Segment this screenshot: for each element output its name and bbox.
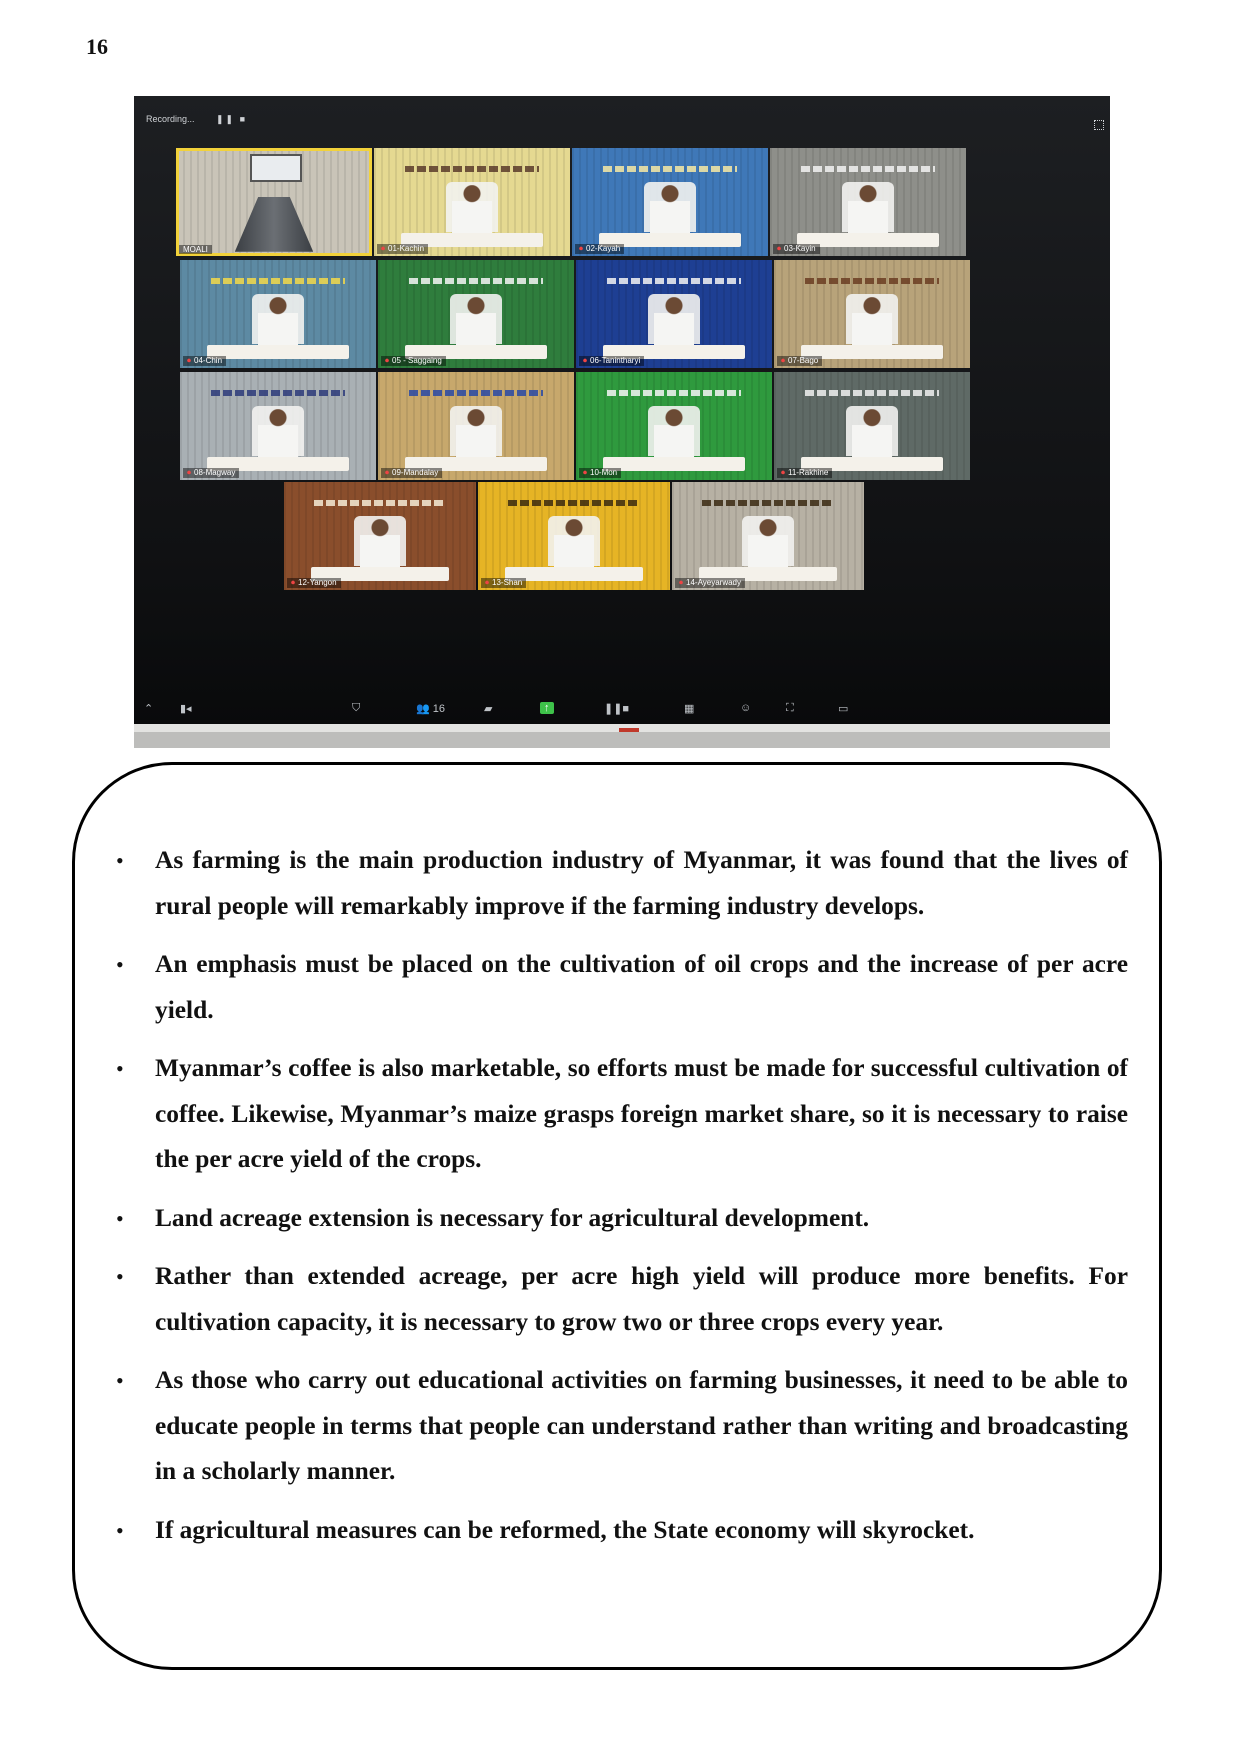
- meeting-toolbar: [134, 700, 1110, 722]
- video-tile: [176, 148, 372, 256]
- participant: [852, 297, 892, 351]
- tile-label-text: 12-Yangon: [298, 578, 337, 587]
- video-tile: [374, 148, 570, 256]
- list-item: • Land acreage extension is necessary for agricultural development.: [116, 1196, 1128, 1242]
- more-icon: ▭: [838, 703, 849, 715]
- microphone-muted-icon: ⏺: [781, 356, 785, 365]
- participant: [456, 409, 496, 463]
- tile-label: [381, 356, 446, 366]
- list-item: • As farming is the main production industry of Myanmar, it was found that the lives of rural people will remarkably improve if the farming industry develops.: [116, 838, 1128, 929]
- tile-label: [675, 578, 745, 588]
- microphone-muted-icon: ⏺: [679, 578, 683, 587]
- chat-icon: ▰: [484, 703, 493, 715]
- page-number: 16: [86, 34, 108, 59]
- list-item: • Rather than extended acreage, per acre high yield will produce more benefits. For cultivation capacity, it is necessary to grow two or three crops every year.: [116, 1254, 1128, 1345]
- participant: [456, 297, 496, 351]
- department-sign: [691, 491, 845, 515]
- tile-label: [777, 468, 832, 478]
- tile-label-text: 11-Rakhine: [788, 468, 829, 477]
- tile-label: [481, 578, 526, 588]
- video-tile: [378, 260, 574, 368]
- microphone-muted-icon: ⏺: [385, 468, 389, 477]
- tile-label-text: 09-Mandalay: [392, 468, 439, 477]
- department-sign: [398, 269, 555, 293]
- participant: [848, 185, 888, 239]
- tile-label-text: 08-Magway: [194, 468, 236, 477]
- participant: [452, 185, 492, 239]
- conference-table: [235, 197, 313, 252]
- share-screen-icon: ↑: [540, 702, 554, 714]
- video-tile: [672, 482, 864, 590]
- list-item: • As those who carry out educational activities on farming businesses, it need to be able to educate people in terms that people can understand rather than writing and broadcasting in a scholarly manner.: [116, 1358, 1128, 1495]
- desk: [801, 345, 942, 359]
- monitor-led: [619, 728, 639, 732]
- participant: [654, 297, 694, 351]
- recording-controls: ❚❚ ■: [216, 114, 248, 124]
- video-tile: [576, 260, 772, 368]
- list-item: • Myanmar’s coffee is also marketable, so efforts must be made for successful cultivation of coffee. Likewise, Myanmar’s maize grasps foreign market share, so it is necessary to raise the per acre yield of the crops.: [116, 1046, 1128, 1183]
- participant: [748, 519, 788, 573]
- microphone-muted-icon: ⏺: [579, 244, 583, 253]
- tile-label: [575, 244, 624, 254]
- video-tile: [180, 260, 376, 368]
- fullscreen-icon: ⛶: [786, 702, 794, 714]
- tile-label-text: 01-Kachin: [388, 244, 425, 253]
- tile-label-text: 13-Shan: [492, 578, 523, 587]
- tile-label-text: 06-Tanintharyi: [590, 356, 641, 365]
- video-tile: [180, 372, 376, 480]
- tile-label: [579, 356, 644, 366]
- microphone-muted-icon: ⏺: [781, 468, 785, 477]
- video-conference-photo: [134, 96, 1110, 748]
- tile-label-text: 02-Kayah: [586, 244, 621, 253]
- department-sign: [592, 157, 749, 181]
- tile-label: [183, 356, 226, 366]
- department-sign: [794, 269, 951, 293]
- participant: [650, 185, 690, 239]
- video-tile: [576, 372, 772, 480]
- tile-label: [777, 356, 822, 366]
- microphone-muted-icon: ⏺: [777, 244, 781, 253]
- department-sign: [398, 381, 555, 405]
- summary-bullet-list: [116, 838, 1128, 1566]
- microphone-muted-icon: ⏺: [583, 468, 587, 477]
- department-sign: [394, 157, 551, 181]
- microphone-muted-icon: ⏺: [381, 244, 385, 253]
- apps-icon: ▦: [684, 703, 695, 715]
- department-sign: [790, 157, 947, 181]
- video-camera-icon: ▮◂: [180, 703, 192, 715]
- tile-label-text: 04-Chin: [194, 356, 223, 365]
- microphone-muted-icon: ⏺: [291, 578, 295, 587]
- participants-icon: 👥 16: [416, 703, 446, 715]
- recording-indicator: Recording...: [146, 114, 195, 124]
- video-tile: [572, 148, 768, 256]
- department-sign: [200, 269, 357, 293]
- tile-label: [381, 468, 442, 478]
- department-sign: [497, 491, 651, 515]
- tile-label: [773, 244, 820, 254]
- department-sign: [200, 381, 357, 405]
- department-sign: [794, 381, 951, 405]
- video-tile: [770, 148, 966, 256]
- tile-label-text: 07-Bago: [788, 356, 819, 365]
- department-sign: [303, 491, 457, 515]
- participant: [654, 409, 694, 463]
- participant: [258, 297, 298, 351]
- list-item: • An emphasis must be placed on the cultivation of oil crops and the increase of per acre yield.: [116, 942, 1128, 1033]
- tile-label: [179, 245, 212, 254]
- tile-label-text: 03-Kayin: [784, 244, 816, 253]
- chevron-up-icon: ⌃: [144, 703, 154, 715]
- desk: [603, 457, 744, 471]
- pause-recording-icon: ❚❚■: [604, 703, 630, 715]
- department-sign: [596, 381, 753, 405]
- tile-label-text: MOALI: [183, 245, 208, 254]
- department-sign: [596, 269, 753, 293]
- participants-count: 16: [432, 703, 446, 715]
- video-tile: [774, 372, 970, 480]
- video-tile: [378, 372, 574, 480]
- view-grid-icon: [1094, 120, 1104, 130]
- participant: [360, 519, 400, 573]
- list-item: • If agricultural measures can be reformed, the State economy will skyrocket.: [116, 1508, 1128, 1554]
- microphone-muted-icon: ⏺: [385, 356, 389, 365]
- participant: [852, 409, 892, 463]
- participant: [554, 519, 594, 573]
- microphone-muted-icon: ⏺: [583, 356, 587, 365]
- video-tile: [284, 482, 476, 590]
- microphone-muted-icon: ⏺: [187, 356, 191, 365]
- tile-label: [377, 244, 428, 254]
- tile-label-text: 10-Mon: [590, 468, 618, 477]
- presentation-screen: [250, 154, 301, 182]
- tile-label-text: 14-Ayeyarwady: [686, 578, 741, 587]
- video-tile: [774, 260, 970, 368]
- security-shield-icon: ⛉: [352, 702, 361, 714]
- participant: [258, 409, 298, 463]
- tile-label: [287, 578, 341, 588]
- reactions-icon: ☺: [740, 702, 752, 714]
- microphone-muted-icon: ⏺: [485, 578, 489, 587]
- tile-label: [183, 468, 239, 478]
- desk: [207, 345, 348, 359]
- tile-label-text: 05 - Saggaing: [392, 356, 442, 365]
- video-tile: [478, 482, 670, 590]
- tile-label: [579, 468, 621, 478]
- microphone-muted-icon: ⏺: [187, 468, 191, 477]
